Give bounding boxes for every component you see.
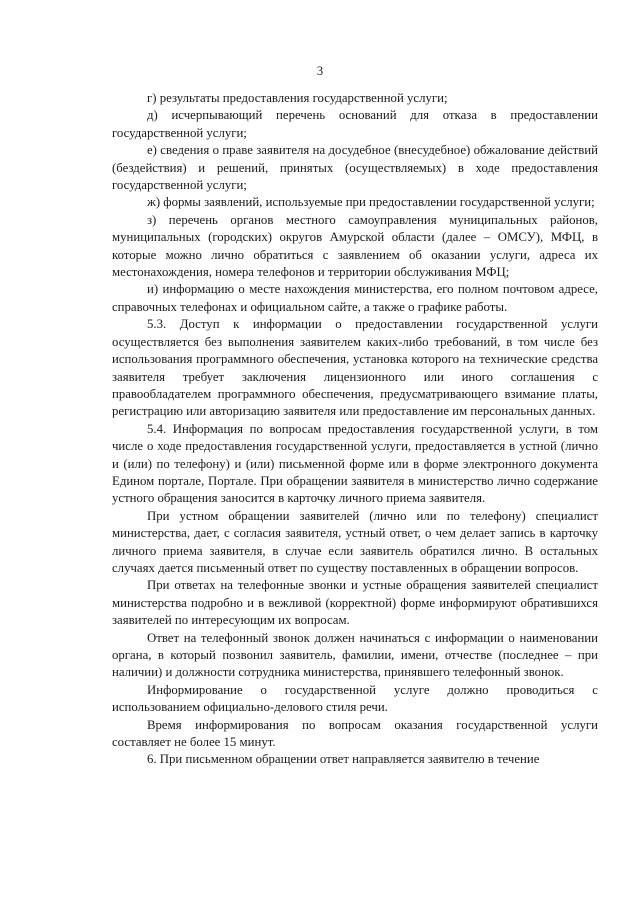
- paragraph-5-3: 5.3. Доступ к информации о предоставлении государственной услуги осуществляется без выполнения заявителем каких-либо требований, в том числе без использования программного обеспечения, установка которого на технические средства заявителя требует заключения лицензионного или иного соглашения с правообладателем программного обеспечения, предусматривающего взимание платы, регистрацию или авторизацию заявителя или предоставление им персональных данных.: [112, 317, 598, 419]
- paragraph-item-g: г) результаты предоставления государственной услуги;: [147, 91, 448, 105]
- paragraph-oral-inquiry: При устном обращении заявителей (лично или по телефону) специалист министерства, дает, с согласия заявителя, устный ответ, о чем делает запись в карточку личного приема заявителя, в случае если заявитель обратился лично. В остальных случаях дается письменный ответ по существу поставленных в обращении вопросов.: [112, 508, 598, 575]
- paragraph-item-z: з) перечень органов местного самоуправления муниципальных районов, муниципальных (городских) округов Амурской области (далее – ОМСУ), МФЦ, в которые можно лично обратиться с заявлением об оказании услуги, адреса их местонахождения, номера телефонов и территории обслуживания МФЦ;: [112, 212, 598, 280]
- paragraph-item-e: е) сведения о праве заявителя на досудебное (внесудебное) обжалование действий (бездействия) и решений, принятых (осуществляемых) в ходе предоставления государственной услуги;: [112, 143, 598, 193]
- paragraph-item-d: д) исчерпывающий перечень оснований для отказа в предоставлении государственной услуги;: [112, 108, 598, 140]
- page-number: 3: [316, 64, 324, 78]
- paragraph-5-4: 5.4. Информация по вопросам предоставления государственной услуги, в том числе о ходе предоставления государственной услуги, предоставляется в устной (лично и (или) по телефону) и (или) письменной форме или в форме электронного документа Едином портале, Портале. При обращении заявителя в министерство лично содержание устного обращения заносится в карточку личного приема заявителя.: [112, 421, 598, 506]
- paragraph-style: Информирование о государственной услуге должно проводиться с использованием официально-делового стиля речи.: [112, 682, 598, 715]
- paragraph-phone-answers: При ответах на телефонные звонки и устные обращения заявителей специалист министерства подробно и в вежливой (корректной) форме информируют обратившихся заявителей по интересующим их вопросам.: [112, 578, 598, 628]
- paragraph-phone-call-start: Ответ на телефонный звонок должен начинаться с информации о наименовании органа, в который позвонил заявитель, фамилии, имени, отчестве (последнее – при наличии) и должности сотрудника министерства, принявшего телефонный звонок.: [112, 630, 598, 680]
- paragraph-item-i: и) информацию о месте нахождения министерства, его полном почтовом адресе, справочных телефонах и официальном сайте, а также о графике работы.: [112, 282, 598, 314]
- document-body: [112, 90, 598, 769]
- paragraph-6: 6. При письменном обращении ответ направляется заявителю в течение: [147, 752, 540, 767]
- paragraph-duration: Время информирования по вопросам оказания государственной услуги составляет не более 15 минут.: [112, 717, 598, 750]
- paragraph-item-zh: ж) формы заявлений, используемые при предоставлении государственной услуги;: [147, 195, 595, 210]
